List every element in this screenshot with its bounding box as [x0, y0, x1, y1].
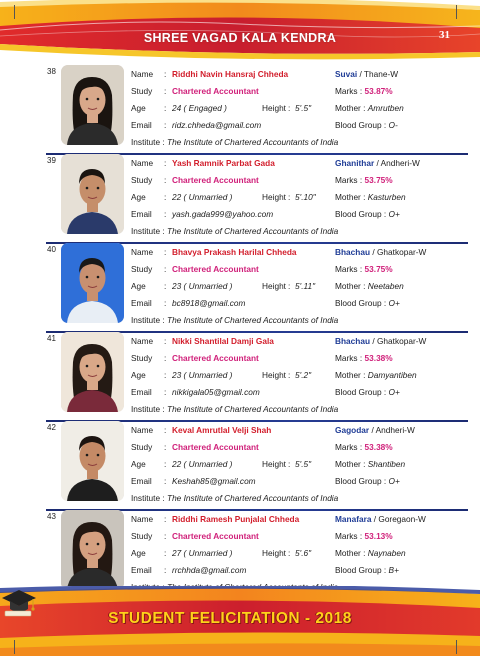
institute-row [131, 137, 338, 147]
mother-label: Mother [335, 103, 361, 113]
mother-label: Mother [335, 459, 361, 469]
colon: : [363, 370, 366, 380]
institute-value: The Institute of Chartered Accountants of India [167, 493, 339, 503]
mother-value: Kasturben [367, 192, 406, 202]
institute-row [131, 226, 338, 236]
height-label: Height [262, 103, 286, 113]
institute-label: Institute [131, 493, 161, 503]
colon: : [288, 103, 291, 113]
colon: : [288, 459, 291, 469]
location: / Ghatkopar-W [372, 247, 427, 257]
graduation-cap-icon [0, 586, 38, 618]
blood-group-row [335, 476, 400, 486]
marks-label: Marks [335, 175, 358, 185]
study-label: Study [131, 531, 153, 541]
colon: : [359, 353, 363, 363]
mother-row [335, 281, 404, 291]
colon: : [288, 370, 291, 380]
colon: : [363, 103, 366, 113]
age-label: Age [131, 103, 146, 113]
study-label: Study [131, 442, 153, 452]
colon: : [164, 209, 167, 219]
blood-group-label: Blood Group [335, 298, 382, 308]
student-photo [61, 421, 124, 501]
study-label: Study [131, 353, 153, 363]
height-label: Height [262, 548, 286, 558]
marks-row [335, 175, 393, 185]
colon: : [164, 548, 167, 558]
page-number: 31 [439, 29, 450, 41]
location: / Andheri-W [376, 158, 420, 168]
colon: : [164, 298, 167, 308]
colon: : [162, 493, 165, 503]
name-label: Name [131, 425, 154, 435]
mother-row [335, 103, 404, 113]
location: / Andheri-W [371, 425, 415, 435]
blood-group-row [335, 387, 400, 397]
study-value: Chartered Accountant [172, 175, 259, 185]
marks-row [335, 86, 393, 96]
age-label: Age [131, 281, 146, 291]
study-value: Chartered Accountant [172, 353, 259, 363]
blood-group-row [335, 565, 399, 575]
mother-row [335, 370, 417, 380]
village: Gagodar [335, 425, 370, 435]
institute-value: The Institute of Chartered Accountants of India [167, 404, 339, 414]
colon: : [359, 264, 363, 274]
student-name: Yash Ramnik Parbat Gada [172, 158, 275, 168]
student-photo [61, 154, 124, 234]
institute-label: Institute [131, 137, 161, 147]
location: / Thane-W [359, 69, 399, 79]
village-row [335, 514, 426, 524]
email-label: Email [131, 476, 152, 486]
footer-title: STUDENT FELICITATION - 2018 [108, 610, 352, 627]
age-value: 24 ( Engaged ) [172, 103, 227, 113]
email-value: rrchhda@gmail.com [172, 565, 247, 575]
email-label: Email [131, 209, 152, 219]
height-label: Height [262, 459, 286, 469]
study-label: Study [131, 175, 153, 185]
mother-row [335, 459, 405, 469]
institute-row [131, 315, 338, 325]
student-photo [61, 510, 124, 590]
marks-row [335, 442, 393, 452]
mother-value: Amrutben [367, 103, 404, 113]
age-label: Age [131, 370, 146, 380]
village: Suvai [335, 69, 358, 79]
colon: : [164, 531, 167, 541]
village: Bhachau [335, 247, 371, 257]
colon: : [383, 387, 387, 397]
marks-row [335, 353, 393, 363]
blood-group-label: Blood Group [335, 565, 382, 575]
marks-row [335, 264, 393, 274]
colon: : [359, 86, 363, 96]
student-photo [61, 332, 124, 412]
colon: : [162, 137, 165, 147]
student-name: Nikki Shantilal Damji Gala [172, 336, 274, 346]
colon: : [162, 226, 165, 236]
mother-value: Damyantiben [367, 370, 417, 380]
mother-label: Mother [335, 370, 361, 380]
mother-value: Naynaben [367, 548, 406, 558]
marks-value: 53.13% [364, 531, 393, 541]
height-label: Height [262, 281, 286, 291]
colon: : [359, 531, 363, 541]
email-label: Email [131, 120, 152, 130]
colon: : [363, 459, 366, 469]
mother-value: Neetaben [367, 281, 404, 291]
marks-label: Marks [335, 86, 358, 96]
height-value: 5'.5" [295, 459, 312, 469]
institute-label: Institute [131, 226, 161, 236]
height-label: Height [262, 370, 286, 380]
colon: : [164, 514, 167, 524]
crop-mark-bottom-right [456, 640, 457, 654]
blood-group-value: B+ [388, 565, 399, 575]
colon: : [288, 281, 291, 291]
blood-group-value: O- [388, 120, 398, 130]
record-card [0, 421, 480, 510]
colon: : [383, 476, 387, 486]
institute-label: Institute [131, 315, 161, 325]
name-label: Name [131, 69, 154, 79]
email-value: yash.gada999@yahoo.com [172, 209, 274, 219]
email-value: bc8918@gmail.com [172, 298, 246, 308]
colon: : [363, 548, 366, 558]
name-label: Name [131, 158, 154, 168]
colon: : [359, 175, 363, 185]
colon: : [164, 370, 167, 380]
email-value: nikkigala05@gmail.com [172, 387, 260, 397]
email-label: Email [131, 298, 152, 308]
marks-row [335, 531, 393, 541]
location: / Goregaon-W [373, 514, 426, 524]
study-label: Study [131, 264, 153, 274]
institute-label: Institute [131, 404, 161, 414]
colon: : [164, 353, 167, 363]
crop-mark-right [456, 5, 457, 19]
age-value: 22 ( Unmarried ) [172, 459, 233, 469]
colon: : [383, 565, 387, 575]
village-row [335, 158, 420, 168]
height-value: 5'.11" [295, 281, 316, 291]
blood-group-label: Blood Group [335, 120, 382, 130]
mother-row [335, 192, 406, 202]
age-value: 22 ( Unmarried ) [172, 192, 233, 202]
crop-mark-left [14, 5, 15, 19]
colon: : [164, 175, 167, 185]
colon: : [164, 69, 167, 79]
study-value: Chartered Accountant [172, 264, 259, 274]
record-number: 40 [47, 245, 56, 254]
blood-group-label: Blood Group [335, 387, 382, 397]
colon: : [164, 442, 167, 452]
marks-label: Marks [335, 442, 358, 452]
colon: : [383, 120, 387, 130]
location: / Ghatkopar-W [372, 336, 427, 346]
marks-label: Marks [335, 264, 358, 274]
colon: : [383, 298, 387, 308]
age-label: Age [131, 548, 146, 558]
colon: : [164, 387, 167, 397]
footer-banner [0, 586, 480, 656]
institute-value: The Institute of Chartered Accountants of India [167, 137, 339, 147]
marks-label: Marks [335, 353, 358, 363]
height-value: 5'.10" [295, 192, 316, 202]
colon: : [164, 264, 167, 274]
colon: : [164, 281, 167, 291]
colon: : [363, 281, 366, 291]
colon: : [162, 315, 165, 325]
colon: : [288, 192, 291, 202]
blood-group-row [335, 298, 400, 308]
student-photo [61, 243, 124, 323]
name-label: Name [131, 336, 154, 346]
colon: : [164, 247, 167, 257]
village-row [335, 247, 426, 257]
village-row [335, 425, 415, 435]
blood-group-value: O+ [388, 298, 400, 308]
colon: : [164, 459, 167, 469]
blood-group-label: Blood Group [335, 476, 382, 486]
record-number: 43 [47, 512, 56, 521]
header-title: SHREE VAGAD KALA KENDRA [143, 31, 337, 45]
blood-group-value: O+ [388, 476, 400, 486]
colon: : [164, 425, 167, 435]
record-number: 41 [47, 334, 56, 343]
village: Bhachau [335, 336, 371, 346]
colon: : [164, 476, 167, 486]
institute-value: The Institute of Chartered Accountants of India [167, 226, 339, 236]
village: Ghanithar [335, 158, 375, 168]
height-value: 5'.5" [295, 103, 312, 113]
record-number: 39 [47, 156, 56, 165]
marks-value: 53.75% [364, 264, 393, 274]
blood-group-row [335, 120, 398, 130]
mother-row [335, 548, 406, 558]
marks-value: 53.38% [364, 442, 393, 452]
age-value: 23 ( Unmarried ) [172, 281, 233, 291]
age-label: Age [131, 192, 146, 202]
marks-value: 53.87% [364, 86, 393, 96]
mother-label: Mother [335, 192, 361, 202]
mother-label: Mother [335, 281, 361, 291]
record-number: 42 [47, 423, 56, 432]
blood-group-row [335, 209, 400, 219]
colon: : [359, 442, 363, 452]
record-card [0, 65, 480, 154]
mother-label: Mother [335, 548, 361, 558]
village-row [335, 69, 398, 79]
colon: : [162, 404, 165, 414]
record-card [0, 243, 480, 332]
student-name: Riddhi Navin Hansraj Chheda [172, 69, 289, 79]
colon: : [383, 209, 387, 219]
study-value: Chartered Accountant [172, 86, 259, 96]
colon: : [164, 565, 167, 575]
name-label: Name [131, 247, 154, 257]
institute-value: The Institute of Chartered Accountants of India [167, 315, 339, 325]
institute-row [131, 493, 338, 503]
colon: : [164, 86, 167, 96]
header-banner [0, 0, 480, 62]
study-label: Study [131, 86, 153, 96]
marks-value: 53.38% [364, 353, 393, 363]
marks-label: Marks [335, 531, 358, 541]
student-name: Bhavya Prakash Harilal Chheda [172, 247, 297, 257]
height-value: 5'.6" [295, 548, 312, 558]
village: Manafara [335, 514, 372, 524]
age-value: 27 ( Unmarried ) [172, 548, 233, 558]
height-value: 5'.2" [295, 370, 312, 380]
colon: : [164, 158, 167, 168]
study-value: Chartered Accountant [172, 531, 259, 541]
record-number: 38 [47, 67, 56, 76]
blood-group-value: O+ [388, 209, 400, 219]
age-value: 23 ( Unmarried ) [172, 370, 233, 380]
student-name: Keval Amrutlal Velji Shah [172, 425, 272, 435]
record-card [0, 154, 480, 243]
mother-value: Shantiben [367, 459, 406, 469]
email-label: Email [131, 565, 152, 575]
village-row [335, 336, 426, 346]
student-name: Riddhi Ramesh Punjalal Chheda [172, 514, 300, 524]
colon: : [164, 103, 167, 113]
institute-row [131, 404, 338, 414]
email-label: Email [131, 387, 152, 397]
blood-group-label: Blood Group [335, 209, 382, 219]
colon: : [363, 192, 366, 202]
student-photo [61, 65, 124, 145]
colon: : [288, 548, 291, 558]
study-value: Chartered Accountant [172, 442, 259, 452]
blood-group-value: O+ [388, 387, 400, 397]
age-label: Age [131, 459, 146, 469]
height-label: Height [262, 192, 286, 202]
colon: : [164, 120, 167, 130]
crop-mark-bottom-left [14, 640, 15, 654]
name-label: Name [131, 514, 154, 524]
colon: : [164, 192, 167, 202]
record-card [0, 332, 480, 421]
colon: : [164, 336, 167, 346]
email-value: ridz.chheda@gmail.com [172, 120, 262, 130]
marks-value: 53.75% [364, 175, 393, 185]
email-value: Keshah85@gmail.com [172, 476, 256, 486]
